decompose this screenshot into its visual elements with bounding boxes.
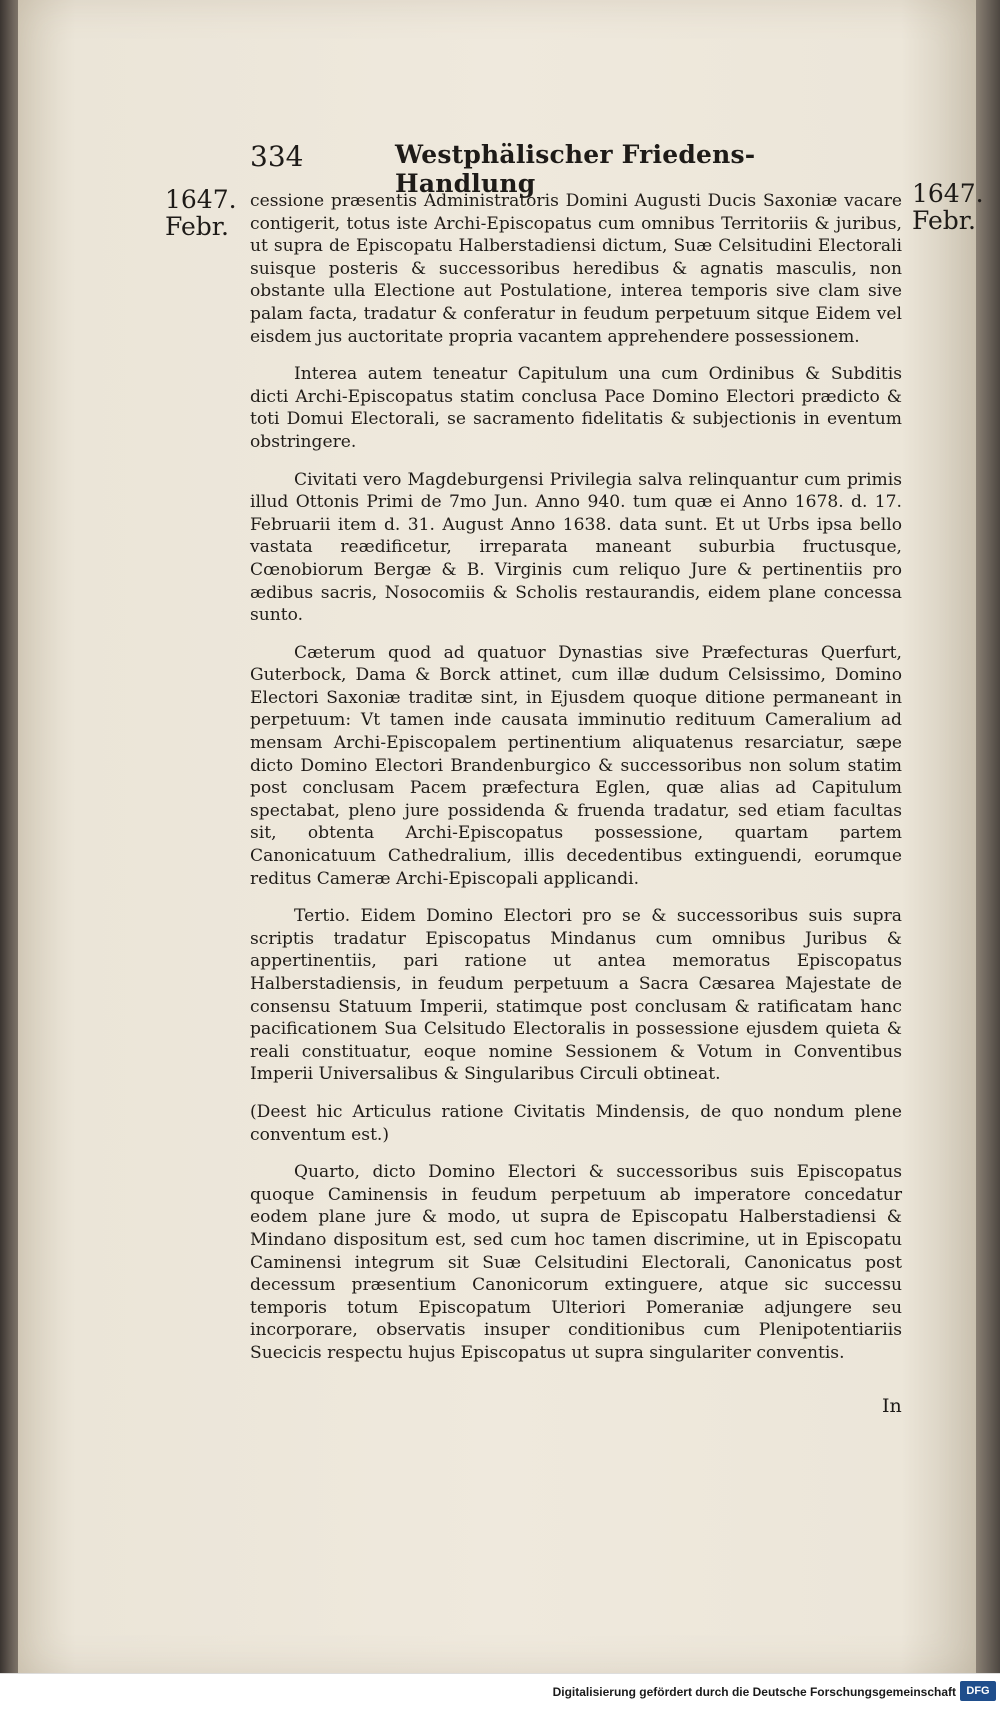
catchword: In — [882, 1395, 902, 1417]
digitization-footer — [0, 1673, 1000, 1709]
margin-year: 1647. — [165, 185, 237, 214]
main-text — [250, 190, 902, 1365]
paragraph-tertio: Tertio. Eidem Domino Electori pro se & successoribus suis supra scriptis tradatur Episcopatus Mindanus cum omnibus Juribus & appertinentiis, pari ratione ut antea memoratus Episcopatus Halberstadiensis, in feudum perpetuum a Sacra Cæsarea Majestate de consensu Statuum Imperii, statimque post conclusam & ratificatam hanc pacificationem Sua Celsitudo Electoralis in possessione ejusdem quieta & reali constituatur, eoque nomine Sessionem & Votum in Conventibus Imperii Universalibus & Singularibus Circuli obtineat. — [250, 906, 902, 1085]
margin-month: Febr. — [912, 206, 976, 235]
paragraph-quarto: Quarto, dicto Domino Electori & successoribus suis Episcopatus quoque Caminensis in feudum perpetuum ab imperatore concedatur eodem plane jure & modo, ut supra de Episcopatu Halberstadiensi & Mindano dispositum est, sed cum hoc tamen discrimine, ut in Episcopatu Caminensi integrum sit Suæ Celsitudini Electorali, Canonicatus post decessum præsentium Canonicorum extinguere, atque sic successu temporis totum Episcopatum Ulteriori Pomeraniæ adjungere seu incorporare, observatis insuper conditionibus cum Plenipotentiariis Suecicis respectu hujus Episcopatus ut supra singulariter conventis. — [250, 1162, 902, 1363]
page-number: 334 — [250, 140, 304, 173]
page-edge — [976, 0, 1000, 1674]
paragraph-continued: cessione præsentis Administratoris Domini Augusti Ducis Saxoniæ vacare contigerit, totus iste Archi-Episcopatus cum omnibus Territoriis & juribus, ut supra de Episcopatu Halberstadiensi dictum, Suæ Celsitudini Electorali suisque posteris & successoribus heredibus & agnatis masculis, non obstante ulla Electione aut Postulatione, interea temporis sive clam sive palam facta, tradatur & conferatur in feudum perpetuum sitque Eidem vel eisdem jus auctoritate propria vacantem apprehendere possessionem. — [250, 191, 902, 347]
page-header — [250, 140, 810, 198]
dfg-logo-icon: DFG — [960, 1681, 996, 1701]
paragraph-magdeburg: Civitati vero Magdeburgensi Privilegia salva relinquantur cum primis illud Ottonis Primi de 7mo Jun. Anno 940. tum quæ ei Anno 1678. d. 17. Februarii item d. 31. August Anno 1638. data sunt. Et ut Urbs ipsa bello vastata reædificetur, irreparata maneant suburbia fructusque, Cœnobiorum Bergæ & B. Virginis cum reliquo Jure & pertinentiis pro ædibus sacris, Nosocomiis & Scholis restaurandis, eidem plane concessa sunto. — [250, 469, 902, 626]
paragraph-dynastias: Cæterum quod ad quatuor Dynastias sive Præfecturas Querfurt, Guterbock, Dama & Borck attinet, cum illæ dudum Celsissimo, Domino Electori Saxoniæ traditæ sint, in Ejusdem quoque ditione permaneant in perpetuum: Vt tamen inde causata imminutio redituum Cameralium ad mensam Archi-Episcopalem pertinentium aliquatenus resarciatur, sæpe dicto Domino Electori Brandenburgico & successoribus non solum statim post conclusam Pacem præfectura Eglen, quæ alias ad Capitulum spectabat, pleno jure possidenda & fruenda tradatur, sed etiam facultas sit, obtenta Archi-Episcopatus possessione, quartam partem Canonicatuum Cathedralium, illis decedentibus extinguendi, eorumque reditus Cameræ Archi-Episcopali applicandi. — [250, 642, 902, 889]
margin-date-left — [165, 186, 237, 240]
margin-year: 1647. — [912, 179, 984, 208]
footer-credit: Digitalisierung gefördert durch die Deutsche Forschungsgemeinschaft — [552, 1685, 956, 1699]
margin-month: Febr. — [165, 212, 229, 241]
paragraph-capitulum: Interea autem teneatur Capitulum una cum Ordinibus & Subditis dicti Archi-Episcopatus statim conclusa Pace Domino Electori prædicto & toti Domui Electorali, se sacramento fidelitatis & subjectionis in eventum obstringere. — [250, 364, 902, 452]
margin-date-right — [912, 180, 984, 234]
running-title: Westphälischer Friedens-Handlung — [395, 140, 756, 198]
paragraph-deest: (Deest hic Articulus ratione Civitatis Mindensis, de quo nondum plene conventum est.) — [250, 1101, 902, 1145]
